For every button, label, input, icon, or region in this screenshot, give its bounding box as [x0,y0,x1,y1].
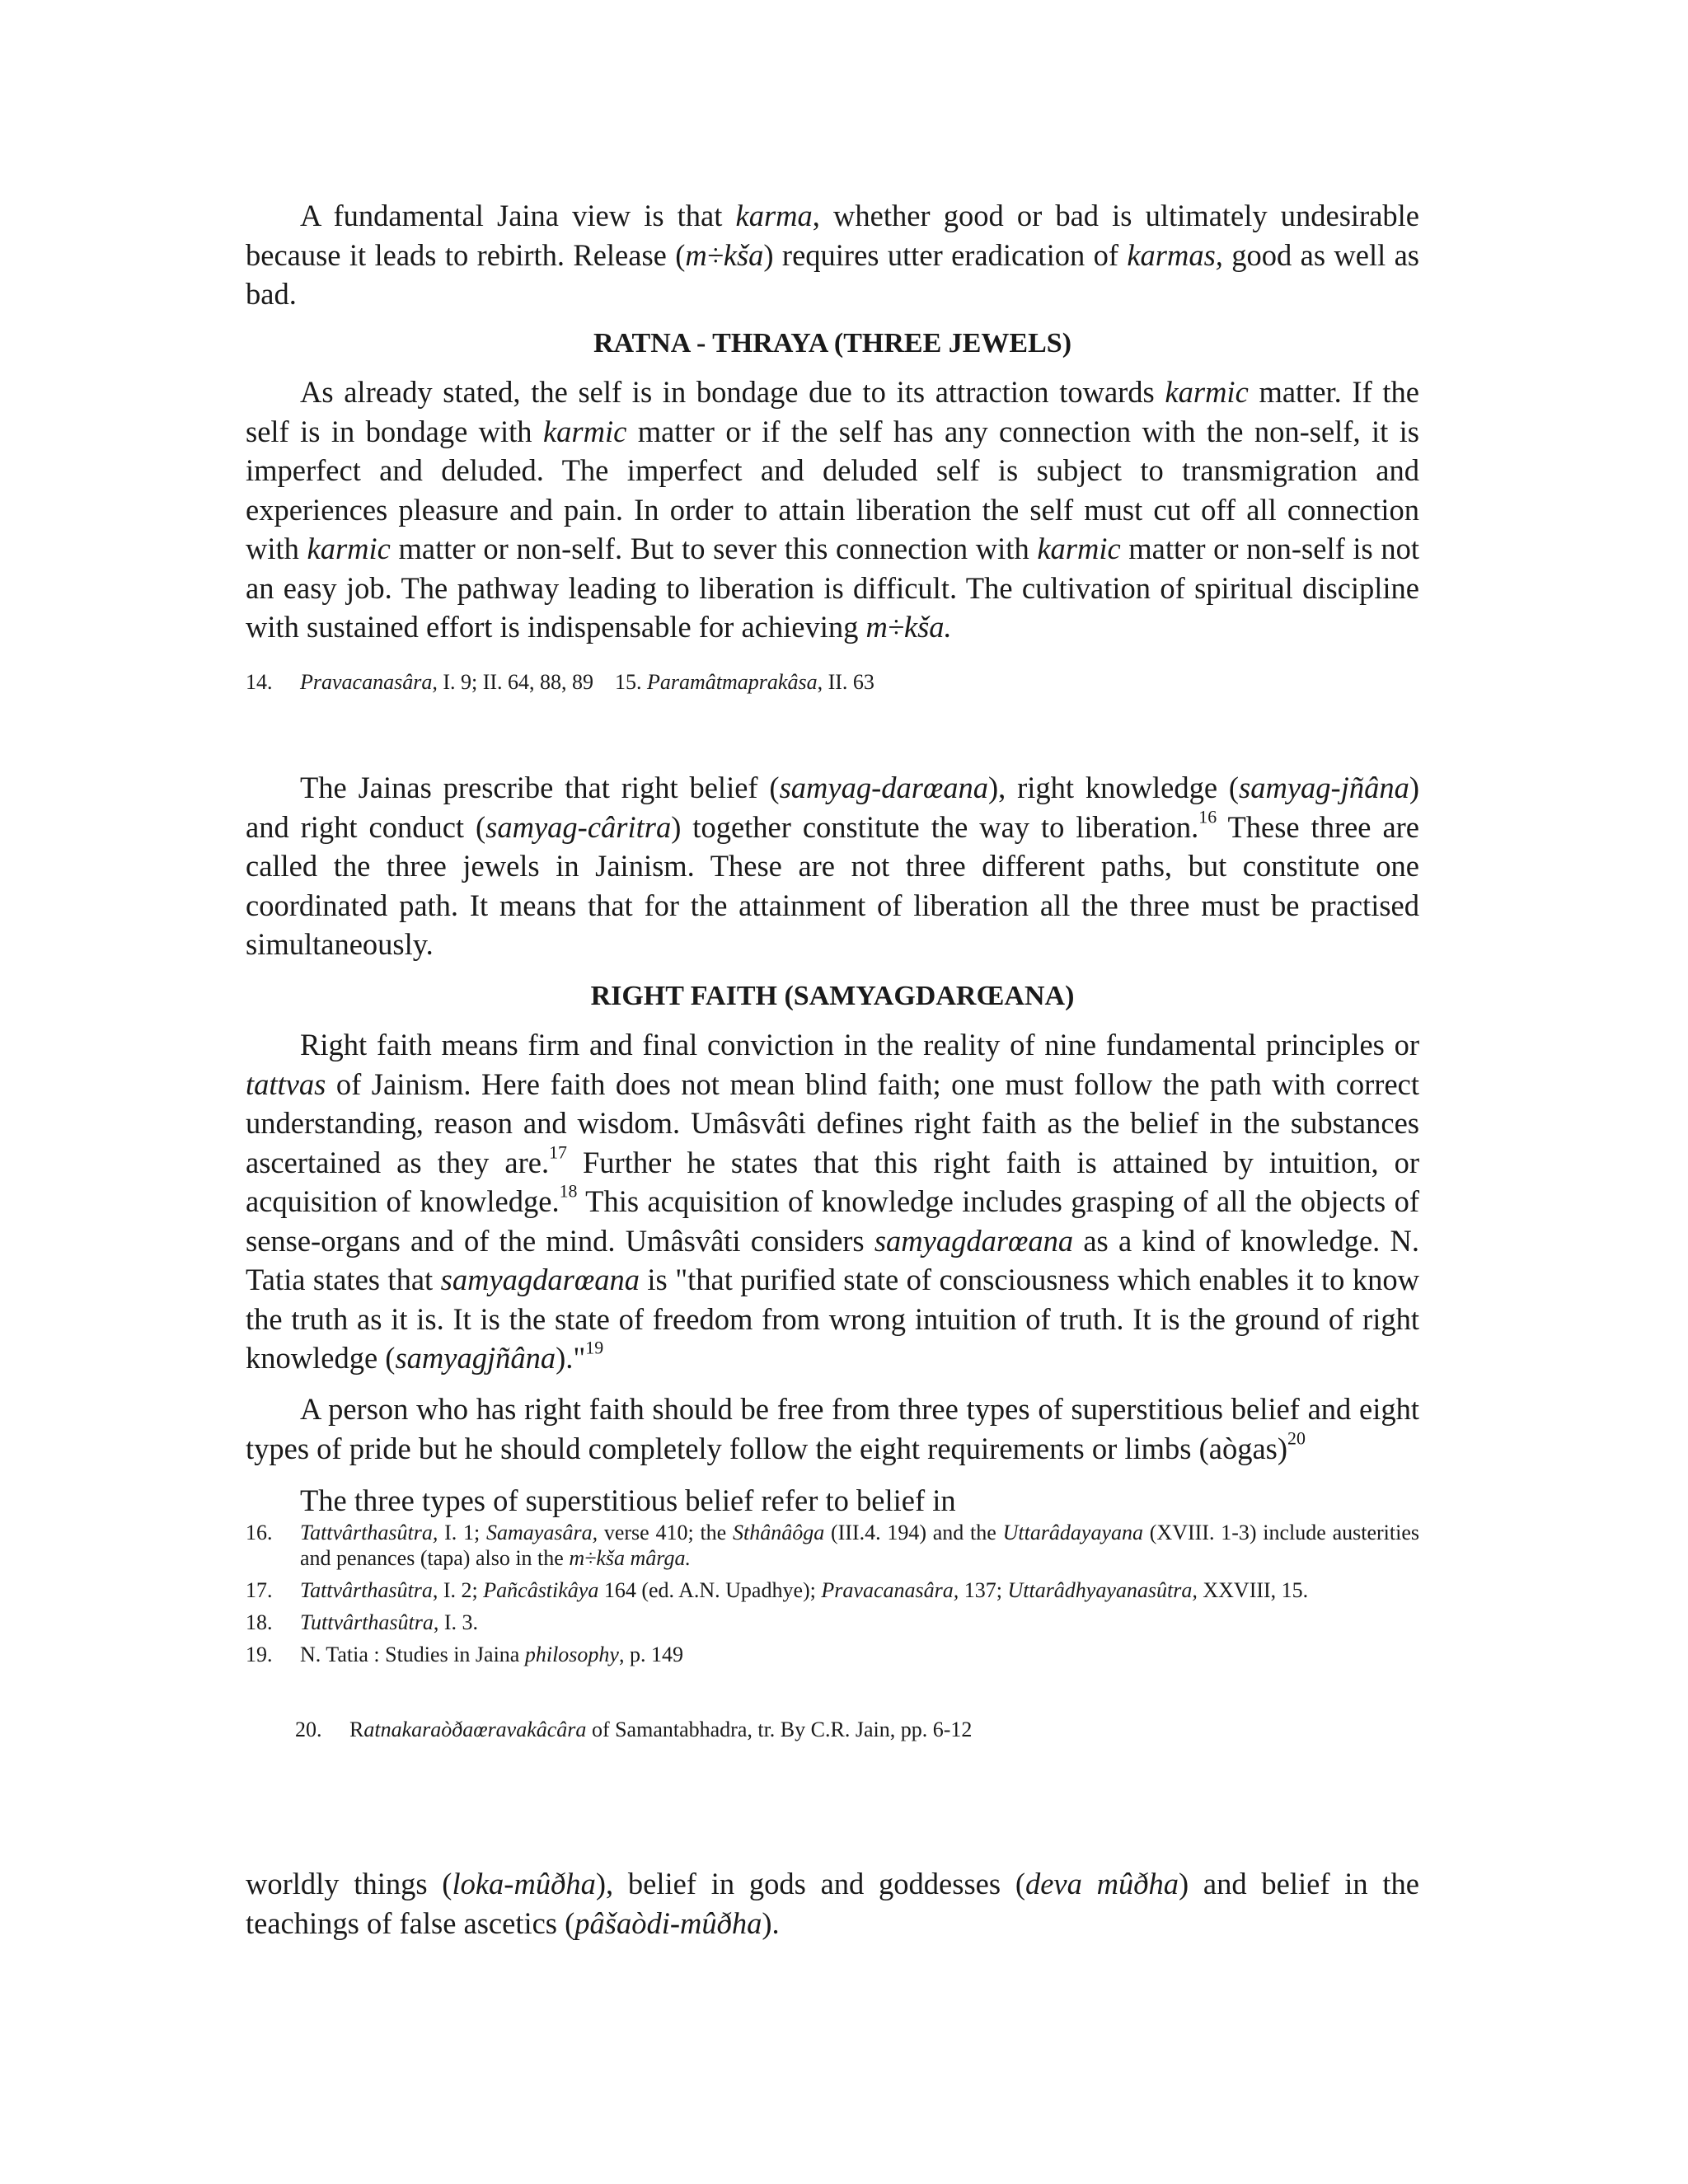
footnotes-16-19 [246,1520,1419,1667]
footnote-16: 16. Tattvârthasûtra, I. 1; Samayasâra, verse 410; the Sthânâôga (III.4. 194) and the Uttarâdayayana (XVIII. 1-3) include austerities and penances (tapa) also in the m÷kša mârga. [246,1521,1419,1570]
heading-right-faith: RIGHT FAITH (SAMYAGDARŒANA) [590,981,1075,1011]
footnote-19: 19. N. Tatia : Studies in Jaina philosophy, p. 149 [246,1643,683,1666]
paragraph-karma: A fundamental Jaina view is that karma, whether good or bad is ultimately undesirable because it leads to rebirth. Release (m÷kša) requires utter eradication of karmas, good as well as bad. [246,199,1419,311]
footnote-20: 20. Ratnakaraòðaœravakâcâra of Samantabhadra, tr. By C.R. Jain, pp. 6-12 [295,1718,973,1741]
paragraph-worldly-things: worldly things (loka-mûðha), belief in gods and goddesses (deva mûðha) and belief in the teachings of false ascetics (pâšaòdi-mûðha). [246,1867,1419,1940]
paragraph-three-types: The three types of superstitious belief refer to belief in [300,1483,956,1517]
paragraph-superstitious-belief: A person who has right faith should be free from three types of superstitious belief and eight types of pride but he should completely follow the eight requirements or limbs (aògas)$^{20}$ [246,1392,1419,1465]
footnote-18: 18. Tuttvârthasûtra, I. 3. [246,1610,478,1634]
footnote-number: 14. [246,670,273,694]
paragraph-bondage: As already stated, the self is in bondage due to its attraction towards karmic matter. If the self is in bondage with karmic matter or if the self has any connection with the non-self, it is imperfect and deluded. The imperfect and deluded self is subject to transmigration and experiences pleasure and pain. In order to attain liberation the self must cut off all connection with karmic matter or non-self. But to sever this connection with karmic matter or non-self is not an easy job. The pathway leading to liberation is difficult. The cultivation of spiritual discipline with sustained effort is indispensable for achieving m÷kša. [246,375,1419,644]
footnote-17: 17. Tattvârthasûtra, I. 2; Pañcâstikâya 164 (ed. A.N. Upadhye); Pravacanasâra, 137; Uttarâdhyayanasûtra, XXVIII, 15. [246,1578,1309,1602]
paragraph-right-faith: Right faith means firm and final conviction in the reality of nine fundamental principles or tattvas of Jainism. Here faith does not mean blind faith; one must follow the path with correct understanding, reason and wisdom. Umâsvâti defines right faith as the belief in the substances ascertained as they are.$^{17}$ Further he states that this right faith is attained by intuition, or acquisition of knowledge.$^{18}$ This acquisition of knowledge includes grasping of all the objects of sense-organs and of the mind. Umâsvâti considers samyagdarœana as a kind of knowledge. N. Tatia states that samyagdarœana is "that purified state of consciousness which enables it to know the truth as it is. It is the state of freedom from wrong intuition of truth. It is the ground of right knowledge (samyagjñâna)."$^{19}$ [246,1028,1419,1375]
paragraph-jainas-prescribe: The Jainas prescribe that right belief (samyag-darœana), right knowledge (samyag-jñâna) and right conduct (samyag-câritra) together constitute the way to liberation.$^{16}$ These three are called the three jewels in Jainism. These are not three different paths, but constitute one coordinated path. It means that for the attainment of liberation all the three must be practised simultaneously. [246,771,1419,961]
footnotes-14-15: 14. Pravacanasâra, I. 9; II. 64, 88, 89 15. Paramâtmaprakâsa, II. 63 [246,670,874,694]
heading-three-jewels: RATNA - THRAYA (THREE JEWELS) [593,328,1072,359]
